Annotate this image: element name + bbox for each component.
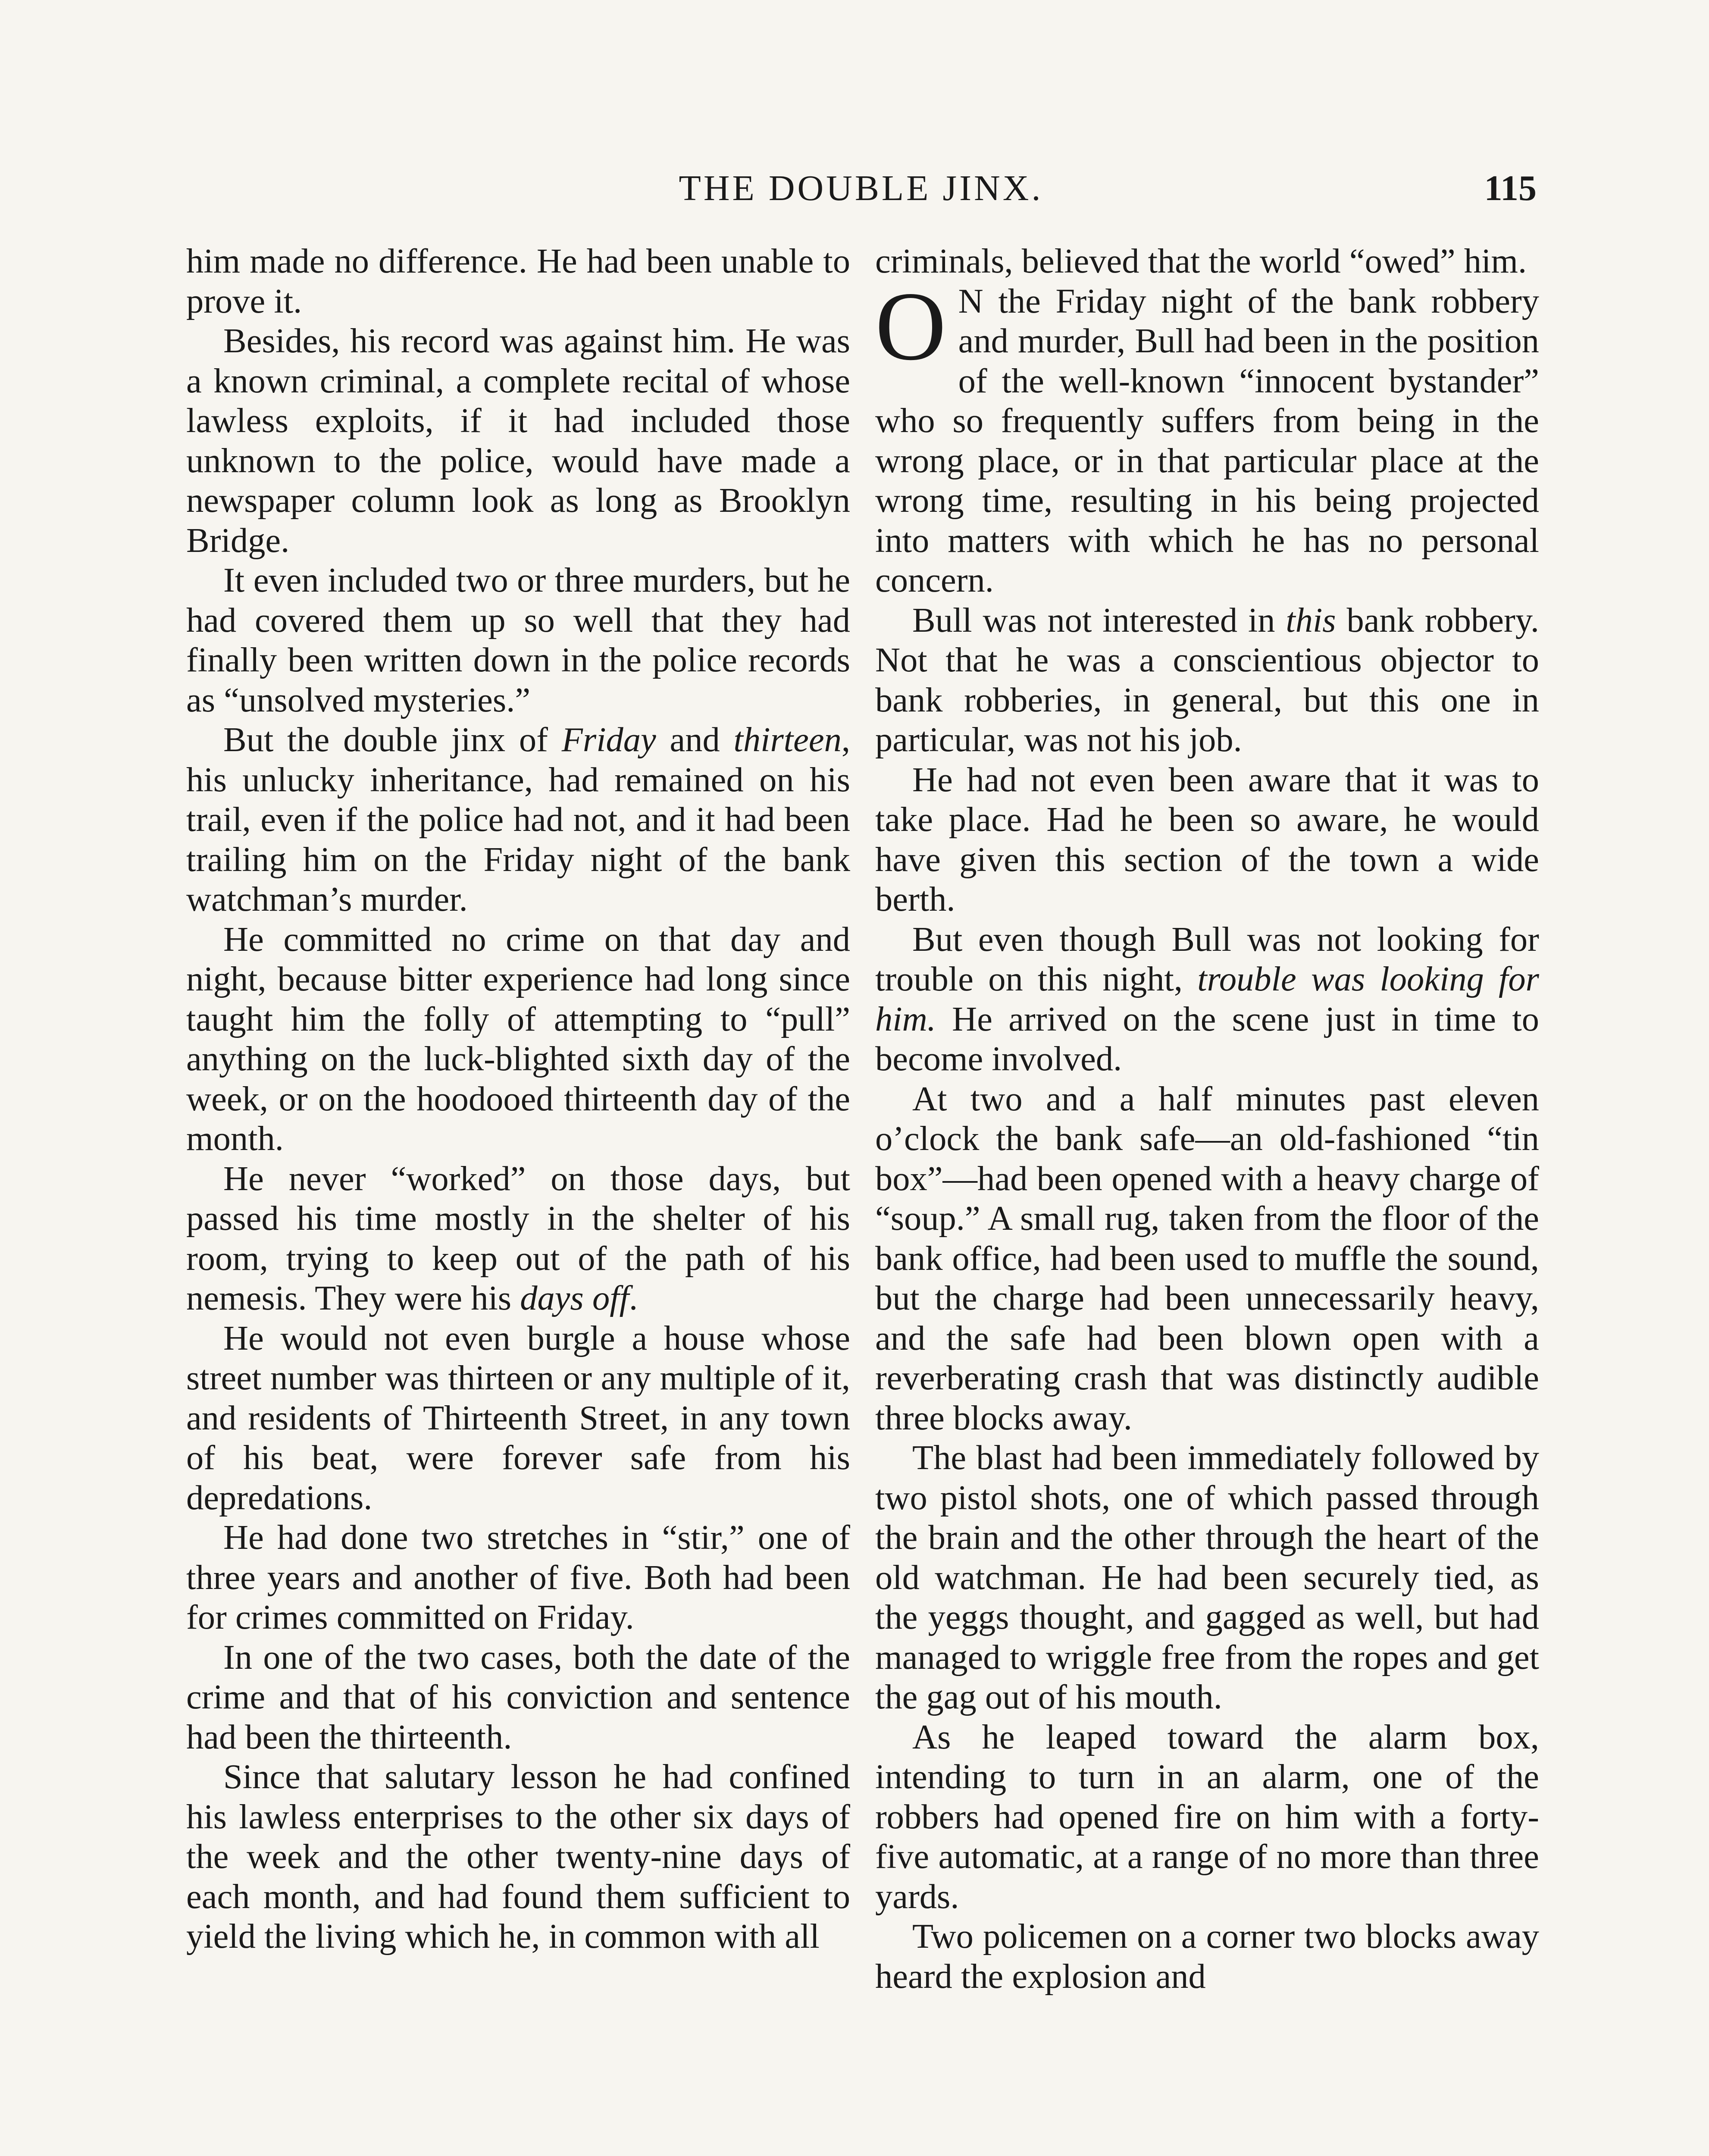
paragraph	[186, 1159, 850, 1319]
paragraph: In one of the two cases, both the date of the crime and that of his conviction and sentence had been the thirteenth.	[186, 1638, 850, 1756]
paragraph	[875, 920, 1539, 1079]
italic-text: this	[1286, 601, 1336, 639]
paragraph: He had not even been aware that it was to take place. Had he been so aware, he would have given this section of the town a wide berth.	[875, 760, 1539, 918]
paragraph: As he leaped toward the alarm box, intending to turn in an alarm, one of the robbers had opened fire on him with a forty-five automatic, at a range of no more than three yards.	[875, 1717, 1539, 1916]
paragraph: criminals, believed that the world “owed” him.	[875, 242, 1527, 280]
drop-cap: O	[875, 272, 946, 381]
paragraph: him made no difference. He had been unable to prove it.	[186, 242, 850, 320]
paragraph	[875, 601, 1539, 760]
text-run: But even though Bull was not looking for trouble on this night,	[875, 920, 1539, 998]
italic-text: trouble was looking for him.	[875, 960, 1539, 1038]
italic-text: Friday	[561, 721, 656, 759]
text-run: and	[656, 721, 734, 759]
right-column	[875, 241, 1539, 1996]
paragraph: The blast had been immediately followed by two pistol shots, one of which passed through the brain and the other through the heart of the old watchman. He had been securely tied, as the yeggs thought, and gagged as well, but had managed to wriggle free from the ropes and get the gag out of his mouth.	[875, 1438, 1539, 1716]
text-run: , his unlucky inheritance, had remained on his trail, even if the police had not, and it had been trailing him on the Friday night of the bank watchman’s murder.	[186, 721, 850, 918]
italic-text: thirteen	[733, 721, 842, 759]
paragraph	[186, 720, 850, 920]
text-run: .	[629, 1279, 638, 1317]
text-run: bank robbery. Not that he was a conscientious objector to bank robberies, in general, but this one in particular, was not his job.	[875, 601, 1539, 759]
paragraph: Two policemen on a corner two blocks away heard the explosion and	[875, 1917, 1539, 1996]
running-title: THE DOUBLE JINX.	[679, 168, 1043, 208]
paragraph: He would not even burgle a house whose street number was thirteen or any multiple of it, and residents of Thirteenth Street, in any town of his beat, were forever safe from his depredations.	[186, 1319, 850, 1517]
text-run: He never “worked” on those days, but passed his time mostly in the shelter of his room, trying to keep out of the path of his nemesis. They were his	[186, 1159, 850, 1317]
paragraph: It even included two or three murders, but he had covered them up so well that they had finally been written down in the police records as “unsolved mysteries.”	[186, 561, 850, 719]
text-run: But the double jinx of	[223, 721, 562, 759]
text-run: N the Friday night of the bank robbery and murder, Bull had been in the position of the well-known “innocent bystander” who so frequently suffers from being in the wrong place, or in that particular place at the wrong time, resulting in his being projected into matters with which he has no personal concern.	[875, 282, 1539, 599]
page-number: 115	[1484, 168, 1537, 208]
page-header	[185, 167, 1537, 215]
text-run: He arrived on the scene just in time to become involved.	[875, 1000, 1539, 1078]
paragraph: Besides, his record was against him. He was a known criminal, a complete recital of whose lawless exploits, if it had included those unknown to the police, would have made a newspaper column look as long as Brooklyn Bridge.	[186, 322, 850, 560]
paragraph: At two and a half minutes past eleven o’clock the bank safe—an old-fashioned “tin box”—had been opened with a heavy charge of “soup.” A small rug, taken from the floor of the bank office, had been used to muffle the sound, but the charge had been unnecessarily heavy, and the safe had been blown open with a reverberating crash that was distinctly audible three blocks away.	[875, 1079, 1539, 1437]
text-run: Bull was not interested in	[912, 601, 1286, 639]
paragraph: He had done two stretches in “stir,” one of three years and another of five. Both had been for crimes committed on Friday.	[186, 1518, 850, 1636]
paragraph: Since that salutary lesson he had confined his lawless enterprises to the other six days of the week and the other twenty-nine days of each month, and had found them sufficient to yield the living which he, in common with all	[186, 1758, 850, 1955]
left-column	[186, 241, 850, 1957]
paragraph	[875, 272, 1539, 601]
paragraph: He committed no crime on that day and night, because bitter experience had long since taught him the folly of attempting to “pull” anything on the luck-blighted sixth day of the week, or on the hoodooed thirteenth day of the month.	[186, 920, 850, 1158]
italic-text: days off	[520, 1279, 629, 1317]
